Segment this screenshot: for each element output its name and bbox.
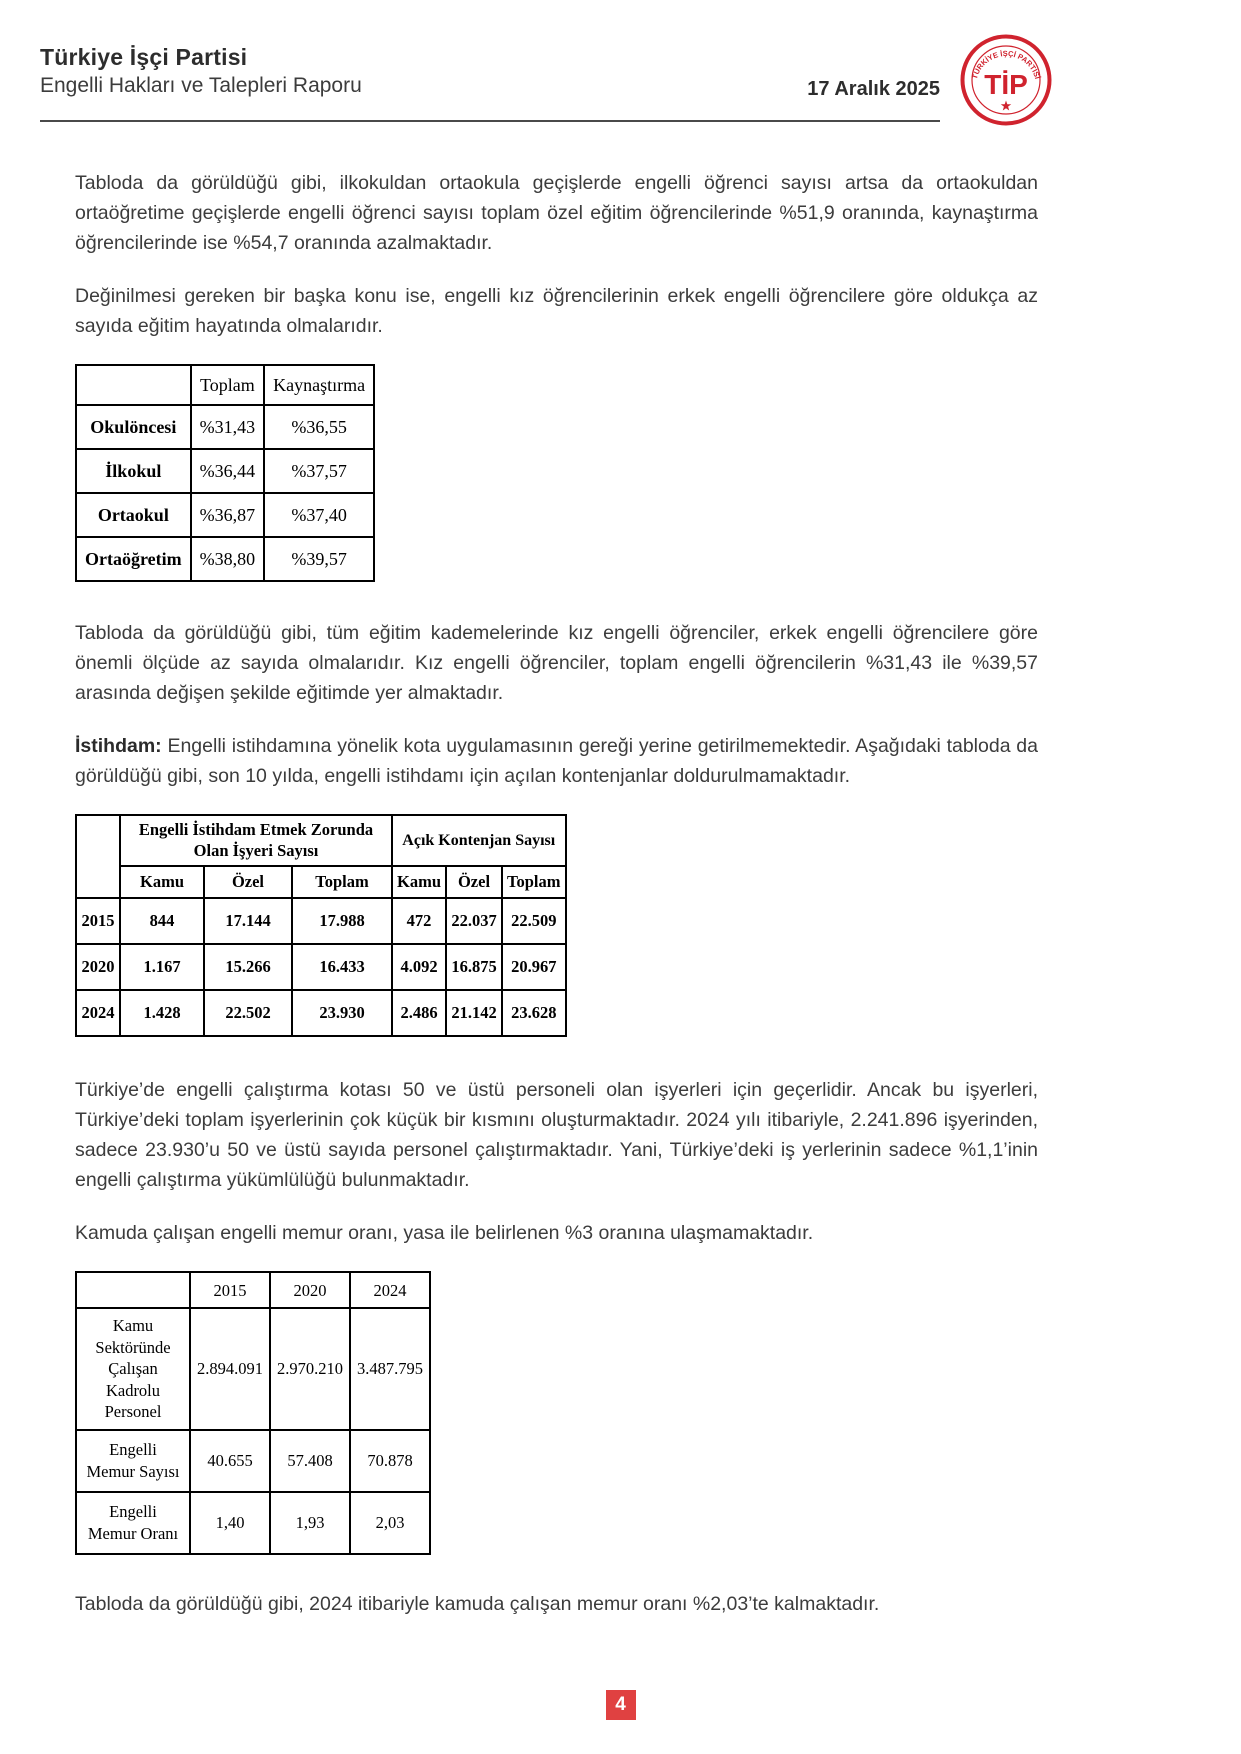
cell: 22.502 bbox=[204, 990, 292, 1036]
row-label: Ortaokul bbox=[76, 493, 191, 537]
public-sector-table bbox=[75, 1271, 431, 1554]
cell: 70.878 bbox=[350, 1430, 430, 1492]
table-row-personnel bbox=[76, 1308, 430, 1429]
table-row bbox=[76, 449, 374, 493]
cell: 23.930 bbox=[292, 990, 392, 1036]
education-gender-table bbox=[75, 364, 375, 582]
header-divider bbox=[40, 120, 940, 122]
row-label: Ortaöğretim bbox=[76, 537, 191, 581]
row-label: Kamu Sektöründe Çalışan Kadrolu Personel bbox=[76, 1308, 190, 1429]
report-subtitle: Engelli Hakları ve Talepleri Raporu bbox=[40, 74, 362, 97]
paragraph-quota-analysis: Türkiye’de engelli çalıştırma kotası 50 ve üstü personeli olan işyerleri için geçerlidir. Ancak bu işyerleri, Türkiye’deki toplam işyerlerinin çok küçük bir kısmını oluşturmaktadır. 2024 yılı itibariyle, 2.241.896 işyerinden, sadece 23.930’u 50 ve üstü sayıda personel çalıştırmaktadır. Yani, Türkiye’deki iş yerlerinin sadece %1,1’inin engelli çalıştırma yükümlülüğü bulunmaktadır. bbox=[75, 1079, 1038, 1192]
cell: 15.266 bbox=[204, 944, 292, 990]
table-row-2024 bbox=[76, 990, 566, 1036]
cell: %37,57 bbox=[264, 449, 374, 493]
cell: 16.875 bbox=[446, 944, 502, 990]
paragraph-girls-education: Değinilmesi gereken bir başka konu ise, engelli kız öğrencilerinin erkek engelli öğrencilere göre oldukça az sayıda eğitim hayatında olmalarıdır. bbox=[75, 285, 1038, 338]
col-header-kamu: Kamu bbox=[392, 866, 446, 898]
cell: 472 bbox=[392, 898, 446, 944]
cell: %37,40 bbox=[264, 493, 374, 537]
istihdam-text: Engelli istihdamına yönelik kota uygulamasının gereği yerine getirilmemektedir. Aşağıdaki tabloda da görüldüğü gibi, son 10 yılda, engelli istihdamı için açılan kontenjanlar doldurulmamaktadır. bbox=[75, 735, 1038, 788]
table-row bbox=[76, 493, 374, 537]
col-header-2020: 2020 bbox=[270, 1272, 350, 1308]
cell: 40.655 bbox=[190, 1430, 270, 1492]
cell: 16.433 bbox=[292, 944, 392, 990]
row-label: 2024 bbox=[76, 990, 120, 1036]
employment-quota-table bbox=[75, 814, 567, 1037]
cell: %36,44 bbox=[191, 449, 265, 493]
cell: 2.486 bbox=[392, 990, 446, 1036]
paragraph-conclusion: Tabloda da görüldüğü gibi, 2024 itibariyle kamuda çalışan memur oranı %2,03’te kalmaktadır. bbox=[75, 1592, 880, 1615]
cell: 1,93 bbox=[270, 1492, 350, 1554]
cell: %36,87 bbox=[191, 493, 265, 537]
col-header-toplam: Toplam bbox=[191, 365, 265, 405]
cell: %31,43 bbox=[191, 405, 265, 449]
cell: 22.509 bbox=[502, 898, 566, 944]
table-row-2015 bbox=[76, 898, 566, 944]
header bbox=[40, 44, 362, 98]
cell: 57.408 bbox=[270, 1430, 350, 1492]
corner-cell bbox=[76, 365, 191, 405]
row-label: Okulöncesi bbox=[76, 405, 191, 449]
logo-tip-text: TİP bbox=[984, 69, 1028, 100]
cell: %39,57 bbox=[264, 537, 374, 581]
group-header-open-quota: Açık Kontenjan Sayısı bbox=[392, 815, 566, 866]
logo-ring-text: TÜRKİYE İŞÇİ PARTİSİ bbox=[969, 48, 1043, 81]
table-row bbox=[76, 537, 374, 581]
cell: 2.894.091 bbox=[190, 1308, 270, 1429]
cell: 1,40 bbox=[190, 1492, 270, 1554]
table-header-row bbox=[76, 365, 374, 405]
row-label: İlkokul bbox=[76, 449, 191, 493]
table-row bbox=[76, 405, 374, 449]
table-row-disabled-ratio bbox=[76, 1492, 430, 1554]
page-number-badge: 4 bbox=[606, 1690, 636, 1720]
row-label: 2020 bbox=[76, 944, 120, 990]
cell: %38,80 bbox=[191, 537, 265, 581]
col-header-ozel: Özel bbox=[204, 866, 292, 898]
cell: 2.970.210 bbox=[270, 1308, 350, 1429]
cell: 21.142 bbox=[446, 990, 502, 1036]
row-label: Engelli Memur Sayısı bbox=[76, 1430, 190, 1492]
report-date: 17 Aralık 2025 bbox=[807, 78, 940, 100]
col-header-2024: 2024 bbox=[350, 1272, 430, 1308]
cell: 22.037 bbox=[446, 898, 502, 944]
col-header-kaynastirma: Kaynaştırma bbox=[264, 365, 374, 405]
table-row-2020 bbox=[76, 944, 566, 990]
row-label: Engelli Memur Oranı bbox=[76, 1492, 190, 1554]
corner-cell bbox=[76, 815, 120, 898]
cell: %36,55 bbox=[264, 405, 374, 449]
row-label: 2015 bbox=[76, 898, 120, 944]
corner-cell bbox=[76, 1272, 190, 1308]
col-header-toplam: Toplam bbox=[292, 866, 392, 898]
cell: 2,03 bbox=[350, 1492, 430, 1554]
table-subheader-row bbox=[76, 866, 566, 898]
col-header-2015: 2015 bbox=[190, 1272, 270, 1308]
col-header-kamu: Kamu bbox=[120, 866, 204, 898]
paragraph-transition-rates: Tabloda da görüldüğü gibi, ilkokuldan ortaokula geçişlerde engelli öğrenci sayısı artsa da ortaokuldan ortaöğretime geçişlerde engelli öğrenci sayısı toplam özel eğitim öğrencilerinde %51,9 oranında, kaynaştırma öğrencilerinde ise %54,7 oranında azalmaktadır. bbox=[75, 172, 1038, 255]
cell: 23.628 bbox=[502, 990, 566, 1036]
cell: 20.967 bbox=[502, 944, 566, 990]
paragraph-employment bbox=[75, 731, 1038, 791]
cell: 1.167 bbox=[120, 944, 204, 990]
cell: 17.144 bbox=[204, 898, 292, 944]
table-header-row bbox=[76, 1272, 430, 1308]
document-body bbox=[75, 168, 1038, 1642]
cell: 1.428 bbox=[120, 990, 204, 1036]
col-header-toplam: Toplam bbox=[502, 866, 566, 898]
cell: 844 bbox=[120, 898, 204, 944]
cell: 3.487.795 bbox=[350, 1308, 430, 1429]
party-title: Türkiye İşçi Partisi bbox=[40, 44, 248, 70]
cell: 4.092 bbox=[392, 944, 446, 990]
col-header-ozel: Özel bbox=[446, 866, 502, 898]
cell: 17.988 bbox=[292, 898, 392, 944]
paragraph-public-sector: Kamuda çalışan engelli memur oranı, yasa ile belirlenen %3 oranına ulaşmamaktadır. bbox=[75, 1222, 814, 1245]
table-group-header-row bbox=[76, 815, 566, 866]
tip-party-logo-icon bbox=[960, 34, 1052, 126]
group-header-workplaces: Engelli İstihdam Etmek Zorunda Olan İşyeri Sayısı bbox=[120, 815, 392, 866]
istihdam-label: İstihdam: bbox=[75, 735, 162, 758]
paragraph-gender-analysis: Tabloda da görüldüğü gibi, tüm eğitim kademelerinde kız engelli öğrenciler, erkek engelli öğrencilere göre önemli ölçüde az sayıda olmalarıdır. Kız engelli öğrenciler, toplam engelli öğrencilerin %31,43 ile %39,57 arasında değişen şekilde eğitimde yer almaktadır. bbox=[75, 622, 1038, 705]
table-row-disabled-count bbox=[76, 1430, 430, 1492]
